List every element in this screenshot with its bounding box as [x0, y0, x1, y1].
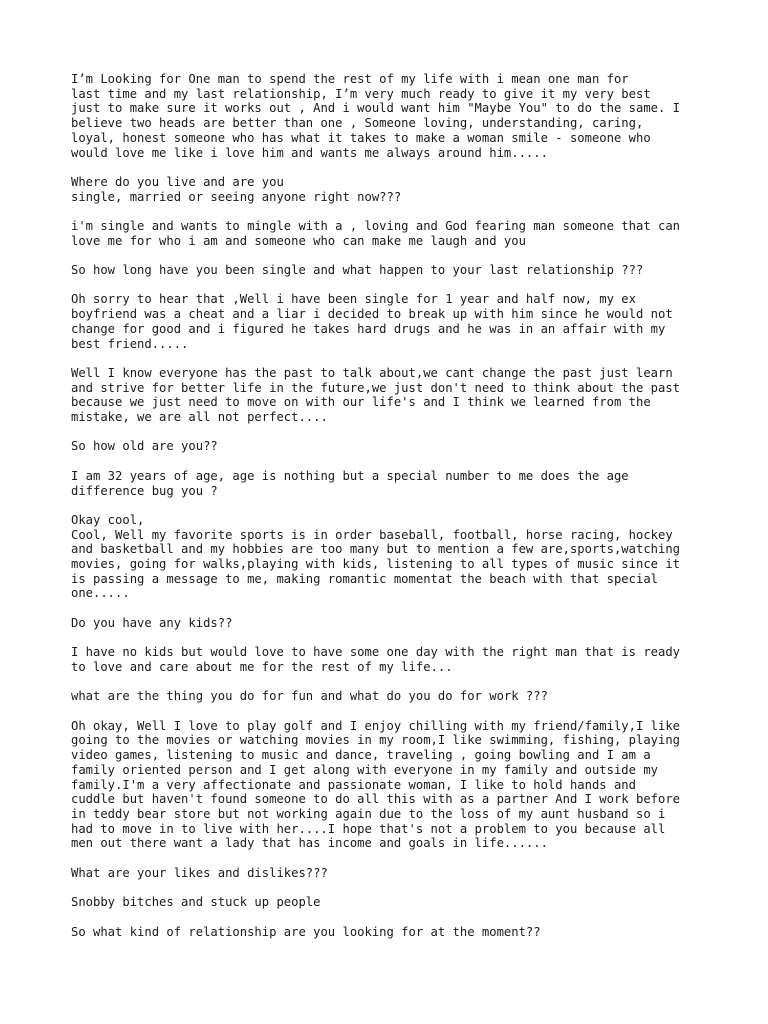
- paragraph-question-kids: Do you have any kids??: [71, 615, 233, 630]
- paragraph-past: Well I know everyone has the past to talk about,we cant change the past just learn and strive for better life in the future,we just don't need to think about the past because we just need to move on with our life's and I think we learned from the mistake, we are all not perfect....: [71, 365, 681, 425]
- paragraph-question-likes: What are your likes and dislikes???: [71, 865, 328, 880]
- paragraph-answer-kids: I have no kids but would love to have some one day with the right man that is ready to love and care about me for the rest of my life...: [71, 645, 681, 674]
- paragraph-answer-age: I am 32 years of age, age is nothing but a special number to me does the age difference bug you ?: [71, 468, 629, 498]
- paragraph-answer-likes: Snobby bitches and stuck up people: [71, 895, 321, 910]
- paragraph-question-where-live: Where do you live and are you single, married or seeing anyone right now???: [71, 174, 402, 204]
- paragraph-intro: I’m Looking for One man to spend the rest of my life with i mean one man for last time and my last relationship, I’m very much ready to give it my very best just to make sure it works out , And i would want him "Maybe You" to do the same. I believe two heads are better than one , Someone loving, understanding, caring, loyal, honest someone who has what it takes to make a woman smile - someone who would love me like i love him and wants me always around him.....: [71, 72, 681, 160]
- paragraph-question-relationship: So what kind of relationship are you looking for at the moment??: [71, 924, 541, 939]
- paragraph-question-how-long-single: So how long have you been single and what happen to your last relationship ???: [71, 263, 644, 278]
- paragraph-answer-single: i'm single and wants to mingle with a , loving and God fearing man someone that can love me for who i am and someone who can make me laugh and you: [71, 219, 681, 248]
- paragraph-answer-ex-boyfriend: Oh sorry to hear that ,Well i have been single for 1 year and half now, my ex boyfriend was a cheat and a liar i decided to break up with him since he would not change for good and i figured he takes hard drugs and he was in an affair with my best friend.....: [71, 292, 673, 351]
- paragraph-hobbies: Okay cool, Cool, Well my favorite sports is in order baseball, football, horse racing, hockey and basketball and my hobbies are too many but to mention a few are,sports,watching movies, going for walks,playing with kids, listening to all types of music since it is passing a message to me, making romantic momentat the beach with that special one.....: [71, 512, 681, 601]
- paragraph-question-fun-work: what are the thing you do for fun and what do you do for work ???: [71, 689, 548, 704]
- paragraph-question-age: So how old are you??: [71, 439, 218, 454]
- paragraph-answer-fun-work: Oh okay, Well I love to play golf and I enjoy chilling with my friend/family,I like going to the movies or watching movies in my room,I like swimming, fishing, playing video games, listening to music and dance, traveling , going bowling and I am a family oriented person and I get along with everyone in my family and outside my family.I'm a very affectionate and passionate woman, I like to hold hands and cuddle but haven't found someone to do all this with as a partner And I work before in teddy bear store but not working again due to the loss of my aunt husband so i had to move in to live with her....I hope that's not a problem to you because all men out there want a lady that has income and goals in life......: [71, 718, 681, 851]
